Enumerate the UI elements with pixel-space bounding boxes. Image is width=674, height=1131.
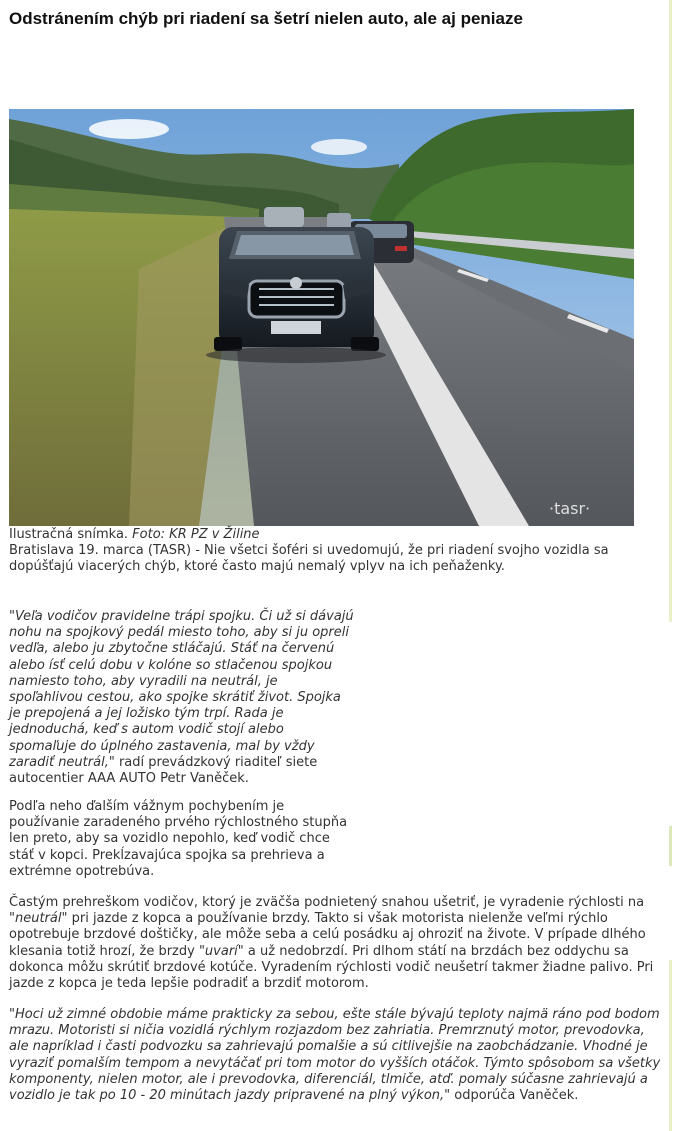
paragraph-text: odporúča Vaněček. xyxy=(450,1088,579,1104)
sidebar-border xyxy=(669,0,672,622)
article-photo xyxy=(9,109,634,526)
paragraph-text: a už nedobrzdí. Pri dlhom státí na brzdách bez oddychu sa dokonca môžu skrútiť brzdové kotúče. Vyradením rýchlosti vodič neušetrí takmer žiadne palivo. Pri jazde z kopca je teda lepšie podradiť a brzdiť motorom. xyxy=(9,943,654,992)
article-title: Odstránením chýb pri riadení sa šetrí nielen auto, ale aj peniaze xyxy=(9,9,523,28)
article-lead: Bratislava 19. marca (TASR) - Nie všetci šoféri si uvedomujú, že pri riadení svojho vozidla sa dopúšťajú viacerých chýb, ktoré často majú nemalý vplyv na ich peňaženky. xyxy=(9,543,609,575)
caption-credit: Foto: KR PZ v Žiline xyxy=(132,527,260,542)
quote-text: "Hoci už zimné obdobie máme prakticky za sebou, ešte stále bývajú teploty najmä ráno pod bodom mrazu. Motoristi si ničia vozidlá rýchlym rozjazdom bez zahriatia. Premrznutý motor, prevodovka, ale napríklad i časti podvozku sa zahrievajú pomalšie a sú citlivejšie na zaobchádzanie. Vhodné je vyraziť pomalším tempom a nevytáčať pri tom motor do vyšších otáčok. Týmto spôsobom sa všetky komponenty, nielen motor, ale i prevodovka, diferenciál, tlmiče, atď. pomaly súčasne zahrievajú a vozidlo je tak po 10 - 20 minútach jazdy pripravené na plný výkon," xyxy=(9,1007,661,1104)
photo-caption xyxy=(9,527,649,543)
sidebar-border xyxy=(669,960,672,1131)
article-paragraph xyxy=(9,609,354,787)
sidebar-border xyxy=(669,826,672,866)
article-paragraph: Podľa neho ďalším vážnym pochybením je používanie zaradeného prvého rýchlostného stupňa len preto, aby sa vozidlo nepohlo, keď vodič chce stáť v kopci. Prekĺzavajúca spojka sa prehrieva a extrémne opotrebúva. xyxy=(9,799,348,879)
quote-text: "uvarí" xyxy=(198,943,244,959)
article-paragraph xyxy=(9,1007,661,1104)
caption-text: Ilustračná snímka. xyxy=(9,527,133,542)
article-paragraph xyxy=(9,895,657,992)
paragraph-text: radí prevádzkový riaditeľ siete autocentier AAA AUTO Petr Vaněček. xyxy=(9,754,318,787)
paragraph-text: pri jazde z kopca a používanie brzdy. Takto si však motorista nielenže veľmi rýchlo opotrebuje brzdové doštičky, ale môže seba a celú posádku aj ohroziť na živote. V prípade dlhého klesania totiž hrozí, že brzdy xyxy=(9,911,646,959)
paragraph-text: Častým prehreškom vodičov, ktorý je zväčša podnietený snahou ušetriť, je vyradenie rýchlosti na xyxy=(9,895,645,910)
photo-watermark: ·tasr· xyxy=(549,499,591,518)
quote-text: "neutrál" xyxy=(9,911,68,927)
quote-text: "Veľa vodičov pravidelne trápi spojku. Či už si dávajú nohu na spojkový pedál miesto toho, aby si ju opreli vedľa, alebo ju zbytočne stláčajú. Stáť na červenú alebo ísť celú dobu v kolóne so stlačenou spojkou namiesto toho, aby vyradili na neutrál, je spoľahlivou cestou, ako spojke skrátiť život. Spojka je prepojená a jej ložisko tým trpí. Rada je jednoduchá, keď s autom vodič stojí alebo spomaľuje do úplného zastavenia, mal by vždy zaradiť neutrál," xyxy=(9,609,354,770)
